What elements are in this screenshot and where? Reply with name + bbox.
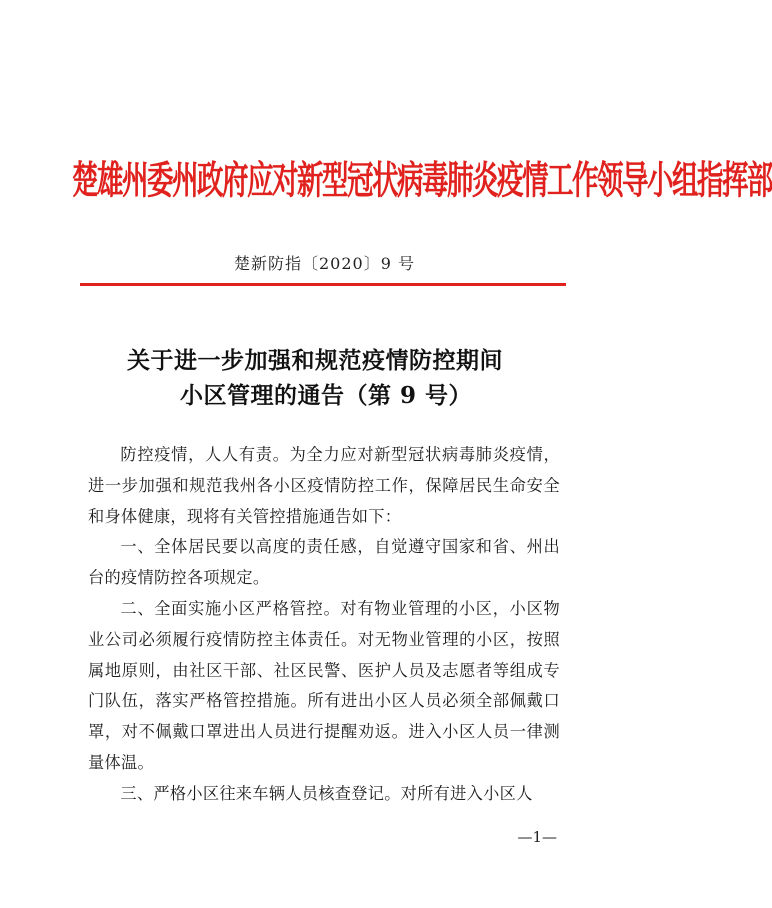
document-number: 楚新防指〔2020〕9 号 [234,254,415,273]
page-number: —1— [517,828,557,846]
red-divider-line [80,283,566,286]
document-title-line-2: 小区管理的通告（第 9 号） [180,382,473,409]
paragraph-item-3: 三、严格小区往来车辆人员核查登记。对所有进入小区人 [120,783,533,803]
paragraph-item-1: 一、全体居民要以高度的责任感，自觉遵守国家和省、州出台的疫情防控各项规定。 [88,537,560,588]
document-title-line-1: 关于进一步加强和规范疫情防控期间 [127,347,503,374]
paragraph-item-2: 二、全面实施小区严格管控。对有物业管理的小区，小区物业公司必须履行疫情防控主体责任。对无物业管理的小区，按照属地原则，由社区干部、社区民警、医护人员及志愿者等组成专门队伍，落实严格管控措施。所有进出小区人员必须全部佩戴口罩，对不佩戴口罩进出人员进行提醒劝返。进入小区人员一律测量体温。 [88,598,560,772]
document-body [88,440,560,810]
issuing-organization-header: 楚雄州委州政府应对新型冠状病毒肺炎疫情工作领导小组指挥部 [72,158,772,204]
paragraph-intro: 防控疫情，人人有责。为全力应对新型冠状病毒肺炎疫情，进一步加强和规范我州各小区疫情防控工作，保障居民生命安全和身体健康，现将有关管控措施通告如下： [88,445,560,526]
